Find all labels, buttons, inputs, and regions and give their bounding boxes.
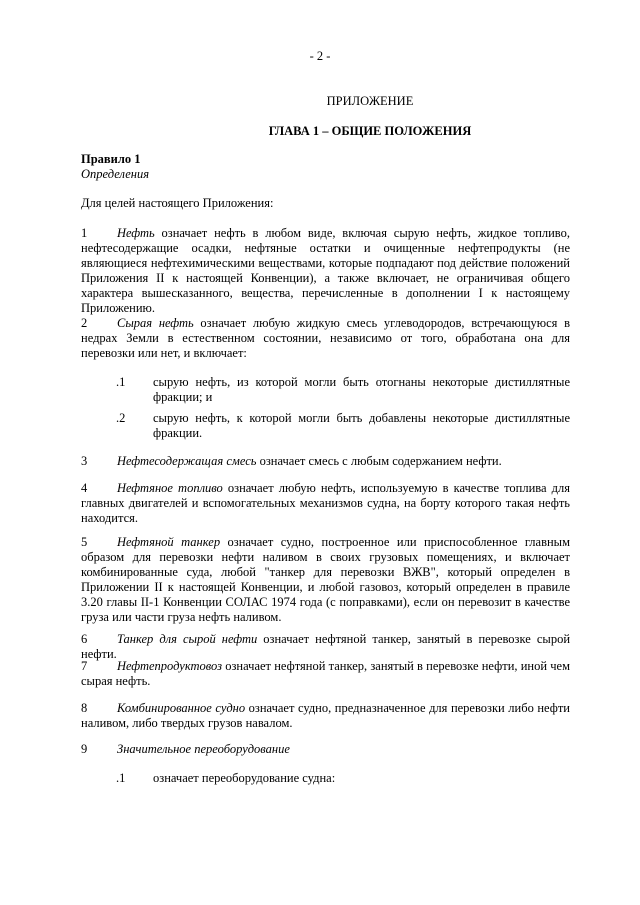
sub-item-number: .2 <box>116 411 126 425</box>
page-number: - 2 - <box>309 49 331 63</box>
definition-term: Сырая нефть <box>117 316 194 330</box>
definition-8 <box>81 701 570 731</box>
definition-text: означает любую жидкую смесь углеводородов, встречающуюся в недрах Земли в естественном состоянии, независимо от того, обработана она для перевозки или нет, и включает: <box>81 316 570 360</box>
sub-item-text: сырую нефть, из которой могли быть отогнаны некоторые дистиллятные фракции; и <box>153 375 570 404</box>
definition-term: Значительное переоборудование <box>117 742 290 756</box>
definition-7 <box>81 659 570 689</box>
definition-6 <box>81 632 570 662</box>
definition-number: 2 <box>81 316 88 330</box>
definition-5 <box>81 535 570 625</box>
definition-term: Нефтесодержащая смесь <box>117 454 257 468</box>
definition-text: означает любую нефть, используемую в качестве топлива для главных двигателей и вспомогательных механизмов судна, на борту которого такая нефть находится. <box>81 481 570 525</box>
definition-number: 3 <box>81 454 88 468</box>
definition-number: 6 <box>81 632 88 646</box>
sub-item-text: сырую нефть, к которой могли быть добавлены некоторые дистиллятные фракции. <box>153 411 570 440</box>
chapter-title: ГЛАВА 1 – ОБЩИЕ ПОЛОЖЕНИЯ <box>268 124 472 138</box>
definition-term: Нефтяной танкер <box>117 535 221 549</box>
definition-text: означает судно, построенное или приспособленное главным образом для перевозки нефти наливом в своих грузовых помещениях, и включает комбинированные суда, любой "танкер для перевозки ВЖВ", который определен в Приложении II к настоящей Конвенции, и любой газовоз, который определен в правиле 3.20 главы II-1 Конвенции СОЛАС 1974 года (с поправками), если он перевозит в качестве груза или части груза нефть наливом. <box>81 535 570 624</box>
definition-9 <box>81 742 570 757</box>
definition-term: Нефтяное топливо <box>117 481 223 495</box>
rule-subtitle: Определения <box>81 167 150 181</box>
definition-1 <box>81 226 570 316</box>
definition-2 <box>81 316 570 361</box>
definition-term: Нефтепродуктовоз <box>117 659 223 673</box>
annex-title: ПРИЛОЖЕНИЕ <box>326 94 414 108</box>
definition-number: 9 <box>81 742 88 756</box>
definition-text: означает судно, предназначенное для перевозки либо нефти наливом, либо твердых грузов навалом. <box>81 701 570 730</box>
definition-number: 1 <box>81 226 88 240</box>
definition-term: Танкер для сырой нефти <box>117 632 258 646</box>
definition-number: 7 <box>81 659 88 673</box>
definition-term: Комбинированное судно <box>117 701 246 715</box>
definition-4 <box>81 481 570 526</box>
intro-text: Для целей настоящего Приложения: <box>81 196 274 210</box>
definition-term: Нефть <box>117 226 155 240</box>
definition-number: 5 <box>81 535 88 549</box>
rule-title: Правило 1 <box>81 152 141 166</box>
definition-3 <box>81 454 570 469</box>
sub-item-text: означает переоборудование судна: <box>153 771 336 785</box>
definition-text: означает смесь с любым содержанием нефти. <box>256 454 502 468</box>
sub-item-number: .1 <box>116 771 126 785</box>
sub-item-number: .1 <box>116 375 126 389</box>
definition-number: 4 <box>81 481 88 495</box>
definition-text: означает нефтяной танкер, занятый в перевозке сырой нефти. <box>81 632 571 661</box>
definition-text: означает нефть в любом виде, включая сырую нефть, жидкое топливо, нефтесодержащие осадки, нефтяные остатки и очищенные нефтепродукты (не являющиеся нефтехимическими веществами, которые подпадают под действие положений Приложения II к настоящей Конвенции), а также включает, не ограничивая общего характера вышесказанного, вещества, перечисленные в дополнении I к настоящему Приложению. <box>81 226 570 315</box>
definition-text: означает нефтяной танкер, занятый в перевозке нефти, иной чем сырая нефть. <box>81 659 570 688</box>
definition-number: 8 <box>81 701 88 715</box>
